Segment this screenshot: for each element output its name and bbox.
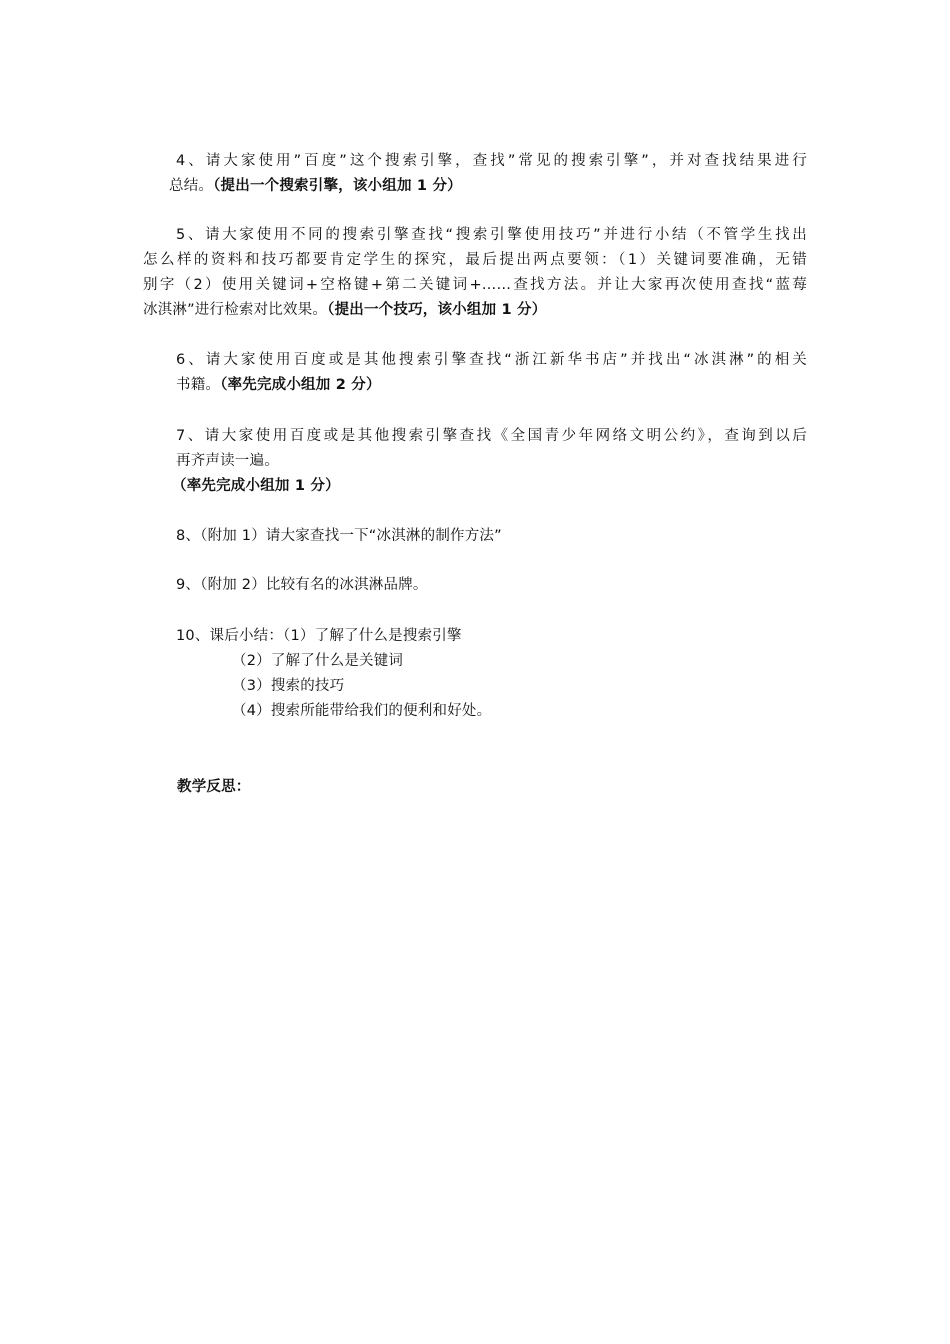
item-6-line-1: 6、请大家使用百度或是其他搜索引擎查找“浙江新华书店”并找出“冰淇淋”的相关 [176, 352, 807, 368]
item-5-line-1: 5、请大家使用不同的搜索引擎查找“搜索引擎使用技巧”并进行小结（不管学生找出 [176, 227, 807, 243]
item-7-score-note: （率先完成小组加 1 分） [172, 478, 340, 494]
item-6-score-note: （率先完成小组加 2 分） [220, 377, 381, 393]
item-8-paragraph [176, 524, 502, 549]
item-10-summary [176, 624, 491, 724]
item-4-line-2 [143, 174, 807, 199]
item-7-paragraph [172, 424, 807, 499]
item-7-line-2: 再齐声读一遍。 [176, 453, 279, 469]
item-9-line: 9、（附加 2）比较有名的冰淇淋品牌。 [176, 577, 428, 593]
item-4-paragraph [143, 149, 807, 199]
summary-point-4: （4）搜索所能带给我们的便利和好处。 [232, 703, 492, 719]
item-4-line-1: 4、请大家使用”百度”这个搜索引擎，查找”常见的搜索引擎”，并对查找结果进行 [176, 153, 807, 169]
item-7-line-1: 7、请大家使用百度或是其他搜索引擎查找《全国青少年网络文明公约》，查询到以后 [176, 428, 807, 444]
item-10-line-1: 10、课后小结：（1）了解了什么是搜索引擎 [176, 628, 462, 644]
item-5-line-2: 怎么样的资料和技巧都要肯定学生的探究，最后提出两点要领：（1）关键词要准确，无错 [143, 252, 807, 268]
summary-point-2: （2）了解了什么是关键词 [232, 653, 404, 669]
item-9-paragraph [176, 573, 428, 598]
reflection-heading: 教学反思： [177, 779, 251, 795]
summary-point-3: （3）搜索的技巧 [232, 678, 345, 694]
item-5-score-note: （提出一个技巧，该小组加 1 分） [327, 302, 547, 318]
item-5-line-4-text: 冰淇淋”进行检索对比效果。 [143, 302, 328, 318]
item-5-line-4 [143, 298, 807, 323]
item-6-line-2 [176, 373, 807, 398]
item-4-line-2-text: 总结。 [169, 178, 214, 194]
item-5-paragraph [143, 223, 807, 323]
item-4-score-note: （提出一个搜索引擎，该小组加 1 分） [213, 178, 462, 194]
item-8-line: 8、（附加 1）请大家查找一下“冰淇淋的制作方法” [176, 528, 502, 544]
item-6-paragraph [176, 348, 807, 398]
item-5-line-3: 别字（2）使用关键词+空格键+第二关键词+……查找方法。并让大家再次使用查找“蓝莓 [143, 277, 807, 293]
item-6-line-2-text: 书籍。 [176, 377, 221, 393]
